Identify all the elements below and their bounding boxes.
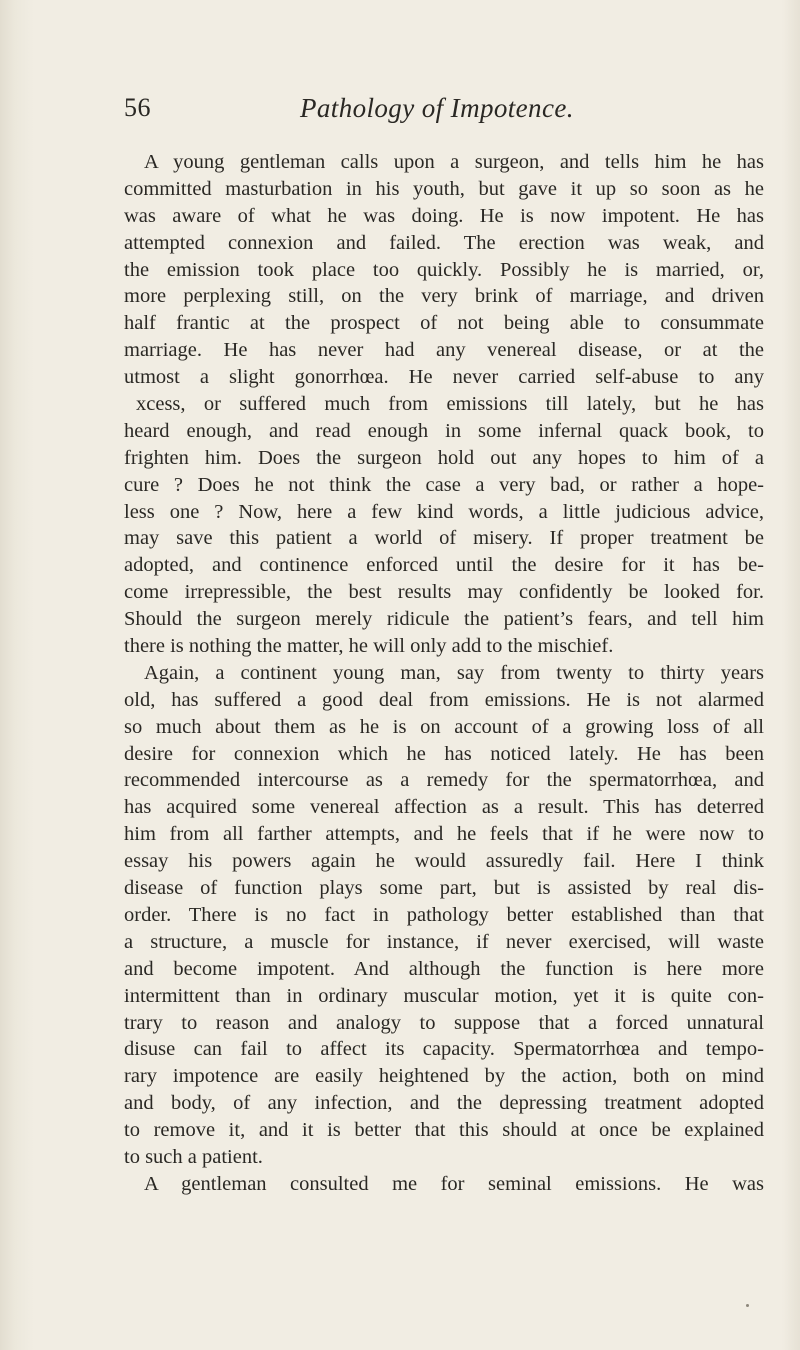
text-line: may save this patient a world of misery. If proper treatment be [124,527,764,550]
text-line: A gentleman consulted me for seminal emissions. He was [144,1172,764,1195]
text-line: marriage. He has never had any venereal disease, or at the [124,339,764,362]
text-line: so much about them as he is on account of a growing loss of all [124,715,764,738]
text-line: more perplexing still, on the very brink of marriage, and driven [124,285,764,308]
text-line: xcess, or suffered much from emissions till lately, but he has [136,393,764,416]
text-line: to remove it, and it is better that this should at once be explained [124,1119,764,1142]
text-line: old, has suffered a good deal from emissions. He is not alarmed [124,688,764,711]
text-line: essay his powers again he would assuredly fail. Here I think [124,850,764,873]
text-line: come irrepressible, the best results may confidently be looked for. [124,581,764,604]
text-line: rary impotence are easily heightened by the action, both on mind [124,1065,764,1088]
text-line: attempted connexion and failed. The erection was weak, and [124,231,764,254]
page-gutter-shadow [0,0,34,1350]
paper-speck [746,1304,749,1307]
text-line: heard enough, and read enough in some infernal quack book, to [124,419,764,442]
text-line: the emission took place too quickly. Possibly he is married, or, [124,258,764,281]
page-edge-shadow [782,0,800,1350]
text-line: and body, of any infection, and the depressing treatment adopted [124,1092,764,1115]
text-line: less one ? Now, here a few kind words, a little judicious advice, [124,500,764,523]
text-line: Should the surgeon merely ridicule the patient’s fears, and tell him [124,608,764,631]
text-line: intermittent than in ordinary muscular motion, yet it is quite con- [124,984,764,1007]
text-line: desire for connexion which he has noticed lately. He has been [124,742,764,765]
text-line: to such a patient. [124,1145,263,1168]
text-line: utmost a slight gonorrhœa. He never carried self-abuse to any [124,366,764,389]
text-line: recommended intercourse as a remedy for the spermatorrhœa, and [124,769,764,792]
text-line: has acquired some venereal affection as a result. This has deterred [124,796,764,819]
text-line: trary to reason and analogy to suppose that a forced unnatural [124,1011,764,1034]
text-line: there is nothing the matter, he will only add to the mischief. [124,635,614,658]
text-line: Again, a continent young man, say from twenty to thirty years [144,661,764,684]
text-line: order. There is no fact in pathology better established than that [124,903,764,926]
text-line: and become impotent. And although the function is here more [124,957,764,980]
text-line: disease of function plays some part, but is assisted by real dis- [124,877,764,900]
page-header [124,92,764,132]
text-line: adopted, and continence enforced until the desire for it has be- [124,554,764,577]
text-line: frighten him. Does the surgeon hold out any hopes to him of a [124,446,764,469]
text-line: half frantic at the prospect of not being able to consummate [124,312,764,335]
body-text [124,149,764,1198]
text-line: a structure, a muscle for instance, if never exercised, will waste [124,930,764,953]
text-line: A young gentleman calls upon a surgeon, and tells him he has [144,151,764,173]
text-line: was aware of what he was doing. He is now impotent. He has [124,204,764,227]
text-line: committed masturbation in his youth, but gave it up so soon as he [124,177,764,200]
text-line: cure ? Does he not think the case a very bad, or rather a hope- [124,473,764,496]
page-number: 56 [124,93,151,122]
running-title: Pathology of Impotence. [300,93,574,123]
text-line: him from all farther attempts, and he feels that if he were now to [124,823,764,846]
text-line: disuse can fail to affect its capacity. Spermatorrhœa and tempo- [124,1038,764,1061]
